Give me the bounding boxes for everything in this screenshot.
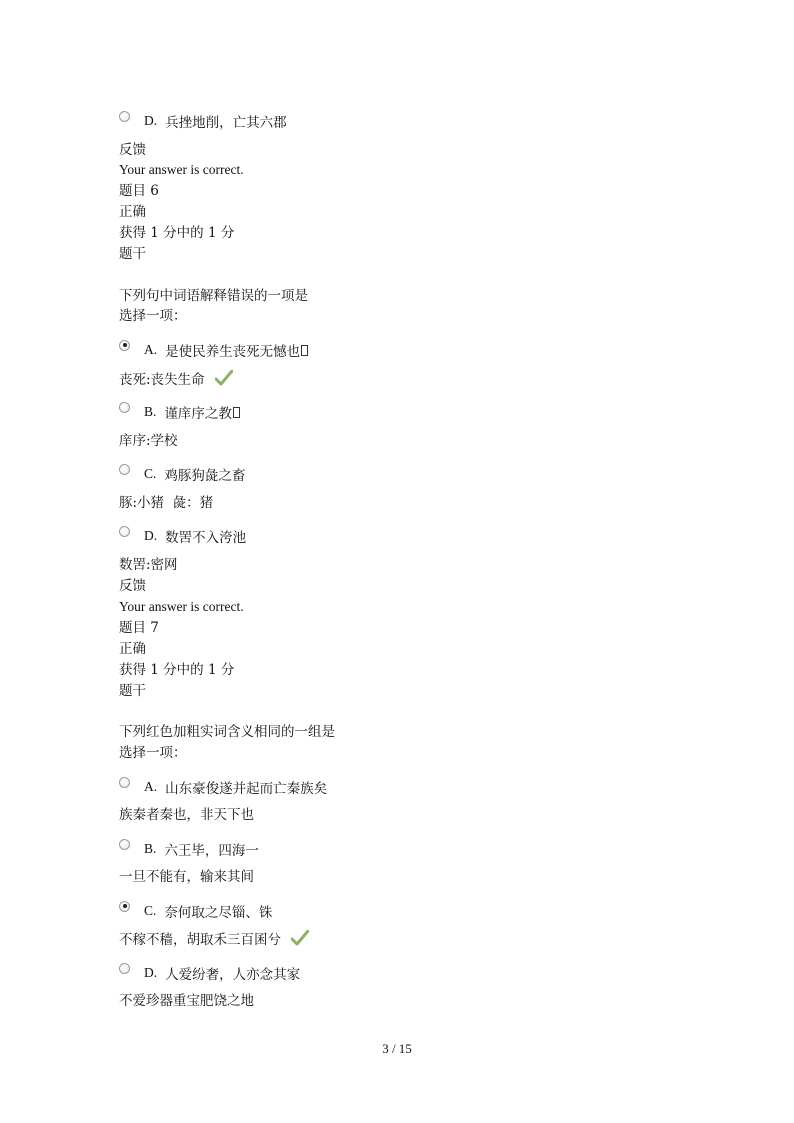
question-status: 正确	[119, 641, 146, 657]
option-text: 奈何取之尽锱、铢	[164, 905, 273, 921]
correct-check-icon	[215, 370, 233, 386]
q6-option-c[interactable]	[119, 464, 245, 484]
option-letter: B.	[144, 404, 157, 419]
option-note: 不稼不穑，胡取禾三百囷兮	[119, 930, 309, 949]
radio-button[interactable]	[119, 963, 130, 974]
radio-button[interactable]	[119, 901, 130, 912]
q7-option-a[interactable]	[119, 777, 327, 797]
option-letter: D.	[144, 965, 158, 980]
option-letter: D.	[144, 528, 158, 543]
radio-button[interactable]	[119, 111, 130, 122]
option-note: 庠序:学校	[119, 433, 178, 449]
option-text: 人爱纷奢，人亦念其家	[165, 967, 301, 983]
option-note: 丧死:丧失生命	[119, 370, 233, 389]
option-letter: A.	[144, 342, 158, 357]
choose-prompt: 选择一项：	[119, 308, 187, 324]
q6-option-d[interactable]	[119, 526, 246, 546]
question-text: 下列红色加粗实词含义相同的一组是	[119, 724, 335, 740]
option-text: 兵挫地削，亡其六郡	[165, 115, 287, 131]
question-score: 获得 1 分中的 1 分	[119, 225, 235, 241]
option-text: 六王毕，四海一	[164, 843, 259, 859]
q7-option-b[interactable]	[119, 839, 259, 859]
option-text: 谨庠序之教	[164, 406, 232, 422]
option-note: 一旦不能有，输来其间	[119, 869, 254, 885]
option-text: 是使民养生丧死无憾也	[165, 344, 301, 360]
radio-button[interactable]	[119, 526, 130, 537]
option-letter: B.	[144, 841, 157, 856]
question-status: 正确	[119, 204, 146, 220]
question-score: 获得 1 分中的 1 分	[119, 662, 235, 678]
option-note: 族秦者秦也，非天下也	[119, 807, 254, 823]
correct-check-icon	[291, 930, 309, 946]
option-note: 数罟:密网	[119, 557, 178, 573]
feedback-label: 反馈	[119, 142, 146, 158]
radio-button[interactable]	[119, 340, 130, 351]
q7-option-d[interactable]	[119, 963, 300, 983]
radio-button[interactable]	[119, 464, 130, 475]
radio-button[interactable]	[119, 402, 130, 413]
feedback-text: Your answer is correct.	[119, 599, 244, 614]
missing-glyph	[233, 407, 240, 418]
page-number: 3 / 15	[382, 1041, 412, 1056]
option-letter: D.	[144, 113, 158, 128]
option-note: 不爱珍器重宝肥饶之地	[119, 993, 254, 1009]
question-text: 下列句中词语解释错误的一项是	[119, 288, 308, 304]
option-note: 豚:小猪 彘：猪	[119, 495, 214, 511]
option-text: 数罟不入洿池	[165, 530, 247, 546]
option-letter: C.	[144, 466, 157, 481]
q5-option-d[interactable]	[119, 111, 287, 131]
option-letter: C.	[144, 903, 157, 918]
feedback-text: Your answer is correct.	[119, 162, 244, 177]
question-title: 题目 7	[119, 620, 159, 636]
option-letter: A.	[144, 779, 158, 794]
radio-button[interactable]	[119, 777, 130, 788]
radio-button[interactable]	[119, 839, 130, 850]
q7-option-c[interactable]	[119, 901, 272, 921]
choose-prompt: 选择一项：	[119, 745, 187, 761]
stem-label: 题干	[119, 683, 146, 699]
q6-option-b[interactable]	[119, 402, 240, 422]
option-text: 山东豪俊遂并起而亡秦族矣	[165, 781, 328, 797]
option-text: 鸡豚狗彘之畜	[164, 468, 246, 484]
question-title: 题目 6	[119, 183, 159, 199]
feedback-label: 反馈	[119, 578, 146, 594]
q6-option-a[interactable]	[119, 340, 308, 360]
missing-glyph	[301, 345, 308, 356]
stem-label: 题干	[119, 246, 146, 262]
